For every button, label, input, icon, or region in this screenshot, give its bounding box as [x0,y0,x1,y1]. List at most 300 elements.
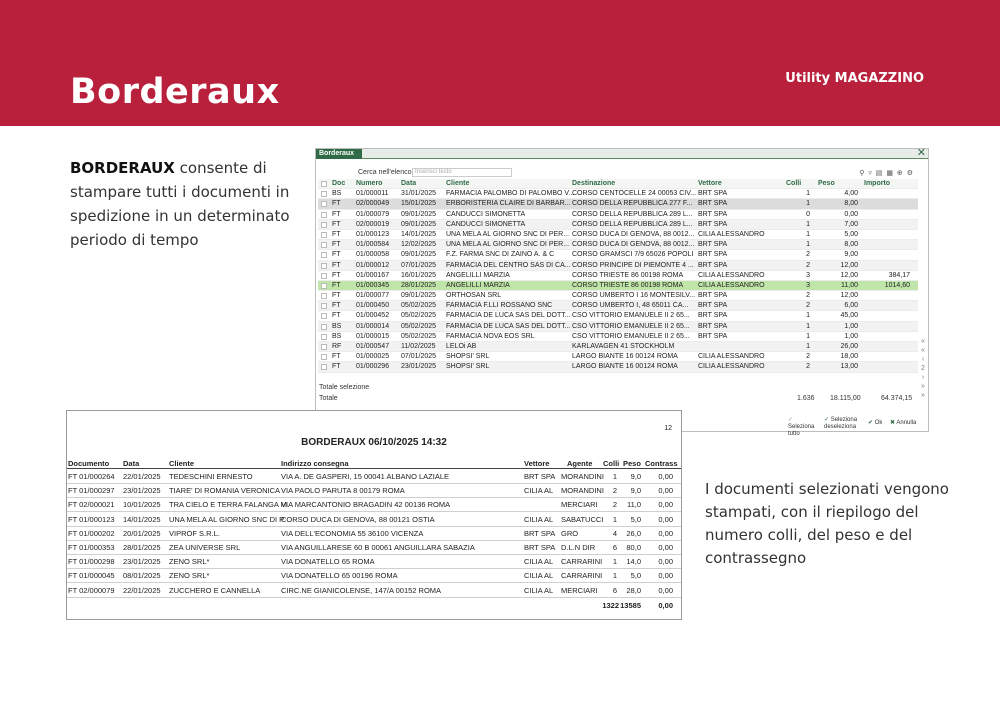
cell-cliente: FARMACIA DEL CENTRO SAS DI CA... [446,261,571,269]
row-checkbox[interactable] [321,293,327,299]
ok-label: Ok [874,420,883,426]
row-checkbox[interactable] [321,273,327,279]
report-cell-cliente: VIPROF S.R.L. [169,528,220,538]
cell-peso: 11,00 [841,281,858,289]
cell-vettore: CILIA ALESSANDRO [698,281,765,289]
report-cell-indirizzo: VIA DONATELLO 65 ROMA [281,557,375,567]
col-destinazione[interactable]: Destinazione [572,180,616,187]
report-cell-colli: 2 [612,500,617,510]
row-checkbox[interactable] [321,232,327,238]
col-importo[interactable]: Importo [864,180,891,187]
cell-colli: 1 [806,332,810,340]
select-all-icon: ✓ [788,417,794,423]
cell-data: 23/01/2025 [401,363,437,371]
documents-grid [318,179,918,373]
cell-data: 14/01/2025 [401,230,437,238]
report-cell-colli: 4 [612,528,617,538]
report-header-row [67,457,681,469]
grid-row[interactable] [318,261,918,271]
report-col-peso: Peso [623,459,641,468]
cell-numero: 01/000014 [356,322,390,330]
report-cell-documento: FT 02/000021 [68,500,115,510]
cell-numero: 01/000584 [356,241,390,249]
cell-vettore: BRT SPA [698,200,728,208]
cell-vettore: BRT SPA [698,302,728,310]
report-cell-vettore: BRT SPA [524,543,556,552]
cell-doc: FT [332,302,341,310]
report-cell-contrass: 0,00 [658,557,673,567]
cell-data: 05/02/2025 [401,322,437,330]
cell-peso: 12,00 [840,271,858,279]
row-checkbox[interactable] [321,344,327,350]
report-cell-indirizzo: VIA ANGUILLARESE 60 B 00061 ANGUILLARA SABAZIA [281,543,475,552]
report-cell-documento: FT 01/000298 [68,557,115,567]
grid-row[interactable] [318,210,918,220]
cell-vettore: BRT SPA [698,241,728,249]
cell-data: 15/01/2025 [401,200,437,208]
report-cell-peso: 5,0 [630,571,641,581]
cell-data: 12/02/2025 [401,241,437,249]
grid-row[interactable] [318,342,918,352]
toggle-select-icon: ✓ [824,417,831,423]
report-cell-indirizzo: VIA DELL'ECONOMIA 55 36100 VICENZA [281,528,424,538]
report-cell-agente: D.L.N DIR [561,543,596,552]
grid-row[interactable] [318,189,918,199]
cell-destinazione: CORSO GRAMSCI 7/9 65026 POPOLI [572,251,694,259]
report-cell-cliente: ZENO SRL* [169,571,210,581]
grid-row[interactable] [318,311,918,321]
cell-cliente: ORTHOSAN SRL [446,292,502,300]
page-title: Borderaux [70,72,280,112]
cell-peso: 12,00 [840,292,858,300]
row-checkbox[interactable] [321,283,327,289]
cell-cliente: F.Z. FARMA SNC DI ZAINO A. & C [446,251,555,259]
cell-colli: 2 [806,292,810,300]
grid-scroll-controls[interactable]: « « ‹ 2 › » » [921,338,925,399]
row-checkbox[interactable] [321,334,327,340]
report-cell-data: 08/01/2025 [123,571,161,581]
report-cell-cliente: TEDESCHINI ERNESTO [169,472,253,481]
totale-selezione-label: Totale selezione [319,384,370,391]
cell-numero: 01/000011 [356,190,389,198]
cell-data: 05/02/2025 [401,302,437,310]
cell-peso: 8,00 [844,241,858,249]
cell-peso: 1,00 [844,322,858,330]
cell-cliente: FARMACIA DE LUCA SAS DEL DOTT... [446,322,571,330]
report-col-indirizzo: Indirizzo consegna [281,459,349,468]
cell-vettore: BRT SPA [698,261,728,269]
cell-data: 09/01/2025 [401,251,437,259]
cell-numero: 01/000012 [356,261,390,269]
report-col-cliente: Cliente [169,459,195,468]
cell-destinazione: CORSO DUCA DI GENOVA, 88 0012... [572,230,695,238]
grid-header-row [318,179,918,189]
report-cell-cliente: TIARE' DI ROMANIA VERONICA [169,486,281,496]
cell-vettore: CILIA ALESSANDRO [698,353,765,361]
utility-label: Utility MAGAZZINO [785,71,924,86]
cell-peso: 0,00 [844,210,858,218]
cell-cliente: FARMACIA DE LUCA SAS DEL DOTT... [446,312,571,320]
cell-cliente: ANGELILLI MARZIA [446,281,510,289]
grid-tools-icons[interactable]: ⚲ ▿ ▤ ▦ ⊕ ⚙ [859,170,914,177]
report-cell-contrass: 0,00 [658,543,673,552]
report-cell-documento: FT 01/000297 [68,486,115,496]
cell-doc: FT [332,210,341,218]
cell-destinazione: CORSO TRIESTE 86 00198 ROMA [572,271,684,279]
report-total-contrass: 0,00 [658,601,673,610]
report-cell-data: 20/01/2025 [123,528,161,538]
report-cell-agente: SABATUCCI [561,514,604,524]
cell-peso: 18,00 [840,353,858,361]
report-cell-indirizzo: VIA PAOLO PARUTA 8 00179 ROMA [281,486,405,496]
cell-importo: 384,17 [888,271,910,279]
report-cell-peso: 80,0 [626,543,641,552]
cell-destinazione: CSO VITTORIO EMANUELE II 2 65... [572,332,690,340]
cell-importo: 1014,60 [884,281,910,289]
cell-numero: 01/000079 [356,210,390,218]
cell-vettore: BRT SPA [698,251,728,259]
report-cell-indirizzo: CIRC.NE GIANICOLENSE, 147/A 00152 ROMA [281,585,442,595]
cell-numero: 01/000123 [356,230,390,238]
row-checkbox[interactable] [321,252,327,258]
cell-doc: FT [332,251,341,259]
check-icon: ✔ [868,420,875,426]
cell-destinazione: CORSO CENTOCELLE 24 00053 CIV... [572,190,697,198]
cell-cliente: FARMACIA PALOMBO DI PALOMBO V... [446,190,575,198]
report-cell-agente: GRO [561,528,579,538]
report-cell-documento: FT 01/000123 [68,514,115,524]
report-cell-vettore: CILIA AL [524,557,554,567]
cell-data: 09/01/2025 [401,210,437,218]
grid-row[interactable] [318,301,918,311]
grid-row[interactable] [318,332,918,342]
search-label: Cerca nell'elenco [358,169,412,176]
cell-destinazione: LARGO BIANTE 16 00124 ROMA [572,363,678,371]
cell-numero: 01/000450 [356,302,390,310]
row-checkbox[interactable] [321,263,327,269]
cell-data: 05/02/2025 [401,312,437,320]
cell-colli: 2 [806,302,810,310]
report-row [67,527,681,541]
cell-peso: 1,00 [844,332,858,340]
window-button-bar [786,417,928,437]
left-description-text: consente di stampare tutti i documenti in spedizione in un determinato periodo di tempo [70,159,290,249]
col-colli[interactable]: Colli [786,180,802,187]
grid-row[interactable] [318,322,918,332]
header-band [0,0,1000,126]
cell-colli: 1 [806,343,810,350]
cell-destinazione: CORSO TRIESTE 86 00198 ROMA [572,281,684,289]
grid-row[interactable] [318,271,918,281]
report-cell-colli: 1 [612,557,617,567]
report-col-documento: Documento [68,459,110,468]
report-row [67,470,681,484]
report-cell-colli: 1 [612,571,617,581]
close-icon[interactable]: ✕ [916,147,926,159]
cell-doc: BS [332,190,342,198]
report-row [67,555,681,569]
report-cell-indirizzo: VIA A. DE GASPERI, 15 00041 ALBANO LAZIALE [281,472,450,481]
cell-destinazione: CORSO DELLA REPUBBLICA 289 L... [572,210,693,218]
report-cell-agente: MERCIARI [561,500,598,510]
col-data[interactable]: Data [401,180,417,187]
cell-vettore: CILIA ALESSANDRO [698,271,765,279]
row-checkbox[interactable] [321,313,327,319]
cell-doc: FT [332,220,341,228]
seleziona-tutto-button[interactable] [788,417,816,438]
report-cell-cliente: TRA CIELO E TERRA FALANGA M [169,500,287,510]
report-cell-cliente: ZUCCHERO E CANNELLA [169,585,261,595]
grid-row[interactable] [318,230,918,240]
grid-row[interactable] [318,199,918,209]
cell-colli: 3 [806,281,810,289]
cell-data: 28/01/2025 [401,281,437,289]
cell-doc: BS [332,332,342,340]
cell-cliente: ERBORISTERIA CLAIRE DI BARBAR... [446,200,571,208]
row-checkbox[interactable] [321,324,327,330]
report-cell-vettore: CILIA AL [524,571,554,581]
report-cell-data: 10/01/2025 [123,500,161,510]
cell-data: 09/01/2025 [401,220,437,228]
select-all-checkbox[interactable] [321,181,327,187]
report-cell-contrass: 0,00 [658,528,673,538]
cell-numero: 01/000025 [356,353,390,361]
cell-data: 16/01/2025 [401,271,437,279]
totale-importo: 64.374,15 [881,395,913,402]
cell-vettore: BRT SPA [698,312,728,320]
cell-doc: FT [332,241,341,249]
col-vettore[interactable]: Vettore [698,180,722,187]
cell-doc: FT [332,312,341,320]
report-cell-cliente: ZENO SRL* [169,557,210,567]
grid-row[interactable] [318,220,918,230]
report-cell-vettore: CILIA AL [524,514,554,524]
report-total-peso: 13585 [620,601,641,610]
cell-colli: 2 [806,251,810,259]
cell-peso: 26,00 [840,343,858,350]
cell-peso: 7,00 [844,220,858,228]
report-cell-vettore: CILIA AL [524,486,554,496]
grid-row[interactable] [318,281,918,291]
report-cell-cliente: ZEA UNIVERSE SRL [169,543,241,552]
cell-cliente: CANDUCCI SIMONETTA [446,210,526,218]
borderaux-window [315,147,929,437]
cell-cliente: ANGELILLI MARZIA [446,271,510,279]
annulla-label: Annulla [896,420,917,426]
grid-row[interactable] [318,291,918,301]
cell-vettore: CILIA ALESSANDRO [698,230,765,238]
report-cell-documento: FT 01/000264 [68,472,115,481]
report-row [67,541,681,555]
report-cell-documento: FT 01/000202 [68,528,115,538]
totale-label: Totale [319,395,338,402]
report-cell-agente: CARRARINI [561,557,603,567]
cell-numero: 01/000452 [356,312,390,320]
report-total-colli: 1322 [602,601,619,610]
cell-peso: 12,00 [840,261,858,269]
totale-colli: 1.636 [797,395,815,402]
grid-row[interactable] [318,362,918,372]
cell-destinazione: CORSO UMBERTO I 16 MONTESILV... [572,292,696,300]
report-cell-peso: 14,0 [626,557,641,567]
report-page-number: 12 [664,425,672,432]
cell-cliente: FARMACIA NOVA EOS SRL [446,332,535,340]
report-cell-data: 23/01/2025 [123,486,161,496]
report-cell-peso: 9,0 [630,472,641,481]
cell-data: 05/02/2025 [401,332,437,340]
cell-doc: FT [332,200,341,208]
report-cell-indirizzo: VIA MARCANTONIO BRAGADIN 42 00136 ROMA [281,500,451,510]
cell-colli: 0 [806,210,810,218]
row-checkbox[interactable] [321,242,327,248]
report-col-data: Data [123,459,140,468]
cell-colli: 3 [806,271,810,279]
row-checkbox[interactable] [321,222,327,228]
seleziona-deseleziona-button[interactable] [824,417,862,431]
cell-destinazione: CORSO DELLA REPUBBLICA 289 L... [572,220,693,228]
row-checkbox[interactable] [321,354,327,360]
cell-numero: 01/000296 [356,363,390,371]
cell-data: 07/01/2025 [401,261,437,269]
report-cell-agente: CARRARINI [561,571,603,581]
report-cell-contrass: 0,00 [658,500,673,510]
report-row [67,498,681,512]
cell-doc: FT [332,363,341,371]
totale-peso: 18.115,00 [830,395,861,402]
report-cell-data: 28/01/2025 [123,543,161,552]
report-title: BORDERAUX 06/10/2025 14:32 [301,437,447,448]
right-description: I documenti selezionati vengono stampati, con il riepilogo del numero colli, del peso e del contrassegno [705,480,949,567]
cell-data: 11/02/2025 [401,343,436,350]
col-peso[interactable]: Peso [818,180,835,187]
cell-vettore: BRT SPA [698,190,728,198]
row-checkbox[interactable] [321,212,327,218]
report-cell-cliente: UNA MELA AL GIORNO SNC DI P [169,514,285,524]
grid-row[interactable] [318,352,918,362]
annulla-button[interactable] [890,420,916,427]
grid-row[interactable] [318,240,918,250]
report-col-vettore: Vettore [524,459,550,468]
cell-vettore: BRT SPA [698,210,728,218]
search-row [316,169,928,179]
cell-destinazione: CSO VITTORIO EMANUELE II 2 65... [572,322,690,330]
left-description-bold: BORDERAUX [70,159,175,177]
report-row [67,584,681,598]
cell-colli: 1 [806,230,810,238]
cell-numero: 01/000167 [356,271,390,279]
printed-report [66,410,682,620]
ok-button[interactable] [868,420,882,427]
grid-row[interactable] [318,250,918,260]
cell-destinazione: CSO VITTORIO EMANUELE II 2 65... [572,312,690,320]
col-numero[interactable]: Numero [356,180,383,187]
report-row [67,569,681,583]
cell-colli: 1 [806,241,810,249]
report-cell-peso: 26,0 [626,528,641,538]
cell-peso: 45,00 [840,312,858,320]
report-cell-agente: MORANDINI [561,472,604,481]
cell-peso: 6,00 [844,302,858,310]
cell-peso: 13,00 [840,363,858,371]
report-col-contrass: Contrass [645,459,678,468]
cell-vettore: BRT SPA [698,220,728,228]
cell-vettore: BRT SPA [698,292,728,300]
report-cell-contrass: 0,00 [658,486,673,496]
cancel-icon: ✖ [890,420,897,426]
row-checkbox[interactable] [321,191,327,197]
cell-peso: 5,00 [844,230,858,238]
cell-colli: 1 [806,312,810,320]
cell-destinazione: LARGO BIANTE 16 00124 ROMA [572,353,678,361]
report-cell-data: 22/01/2025 [123,472,161,481]
row-checkbox[interactable] [321,364,327,370]
cell-colli: 1 [806,200,810,208]
search-input[interactable]: Inserisci testo [412,168,512,177]
report-cell-peso: 5,0 [630,514,641,524]
grid-rows [318,189,918,372]
cell-data: 31/01/2025 [401,190,437,198]
report-cell-contrass: 0,00 [658,472,673,481]
cell-cliente: SHOPSI' SRL [446,363,490,371]
cell-colli: 2 [806,261,810,269]
cell-destinazione: CORSO DELLA REPUBBLICA 277 F... [572,200,693,208]
report-cell-colli: 1 [612,514,617,524]
report-cell-colli: 6 [612,585,617,595]
report-cell-contrass: 0,00 [658,514,673,524]
report-cell-documento: FT 01/000045 [68,571,115,581]
report-cell-documento: FT 01/000353 [68,543,115,552]
report-cell-agente: MERCIARI [561,585,598,595]
cell-vettore: BRT SPA [698,332,728,340]
cell-cliente: SHOPSI' SRL [446,353,490,361]
cell-peso: 4,00 [844,190,858,198]
cell-vettore: CILIA ALESSANDRO [698,363,765,371]
report-cell-vettore: CILIA AL [524,585,554,595]
left-description [70,156,295,252]
row-checkbox[interactable] [321,201,327,207]
cell-doc: FT [332,271,341,279]
report-cell-peso: 11,0 [626,500,641,510]
report-cell-indirizzo: VIA DONATELLO 65 00196 ROMA [281,571,398,581]
cell-numero: 01/000015 [356,332,390,340]
report-cell-peso: 9,0 [630,486,641,496]
cell-numero: 02/000049 [356,200,390,208]
cell-doc: RF [332,343,342,350]
tab-borderaux[interactable]: Borderaux [316,149,362,159]
report-cell-data: 23/01/2025 [123,557,161,567]
cell-numero: 01/000547 [356,343,390,350]
cell-doc: FT [332,281,341,289]
seleziona-tutto-label: Seleziona tutto [788,424,815,437]
cell-vettore: BRT SPA [698,322,728,330]
report-cell-vettore: BRT SPA [524,528,556,538]
report-cell-indirizzo: CORSO DUCA DI GENOVA, 88 00121 OSTIA [281,514,435,524]
report-col-agente: Agente [567,459,593,468]
cell-numero: 02/000019 [356,220,390,228]
report-cell-colli: 1 [612,472,617,481]
report-cell-colli: 2 [612,486,617,496]
report-cell-documento: FT 02/000079 [68,585,115,595]
col-cliente[interactable]: Cliente [446,180,470,187]
report-cell-agente: MORANDINI [561,486,604,496]
report-cell-contrass: 0,00 [658,571,673,581]
report-row [67,484,681,498]
col-doc[interactable]: Doc [332,180,346,187]
cell-destinazione: CORSO PRINCIPE DI PIEMONTE 4 ... [572,261,694,269]
report-cell-data: 22/01/2025 [123,585,161,595]
row-checkbox[interactable] [321,303,327,309]
cell-destinazione: CORSO UMBERTO I, 48 65011 CA... [572,302,689,310]
